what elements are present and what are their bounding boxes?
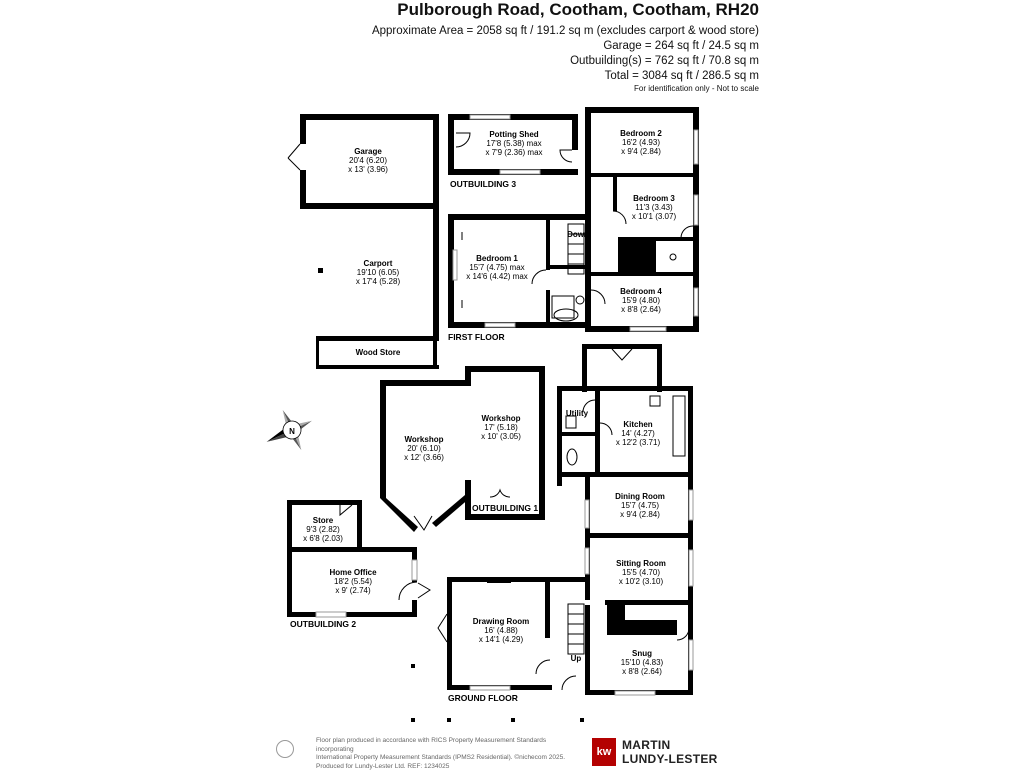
kitchen-dim-2: x 12'2 (3.71)	[616, 438, 661, 447]
kitchen-label: Kitchen	[623, 420, 652, 429]
bedroom2-dim-2: x 9'4 (2.84)	[621, 147, 661, 156]
area-total: Total = 3084 sq ft / 286.5 sq m	[605, 69, 759, 85]
workshop-a-label: Workshop	[405, 435, 444, 444]
garage-dim-2: x 13' (3.96)	[348, 165, 388, 174]
bedroom2-dim-1: 16'2 (4.93)	[622, 138, 660, 147]
store-dim-2: x 6'8 (2.03)	[303, 534, 343, 543]
dining-room-dim-2: x 9'4 (2.84)	[620, 510, 660, 519]
brand-line-1: MARTIN	[622, 738, 670, 752]
bedroom4-label: Bedroom 4	[620, 287, 662, 296]
garage-dim-1: 20'4 (6.20)	[349, 156, 387, 165]
snug-dim-1: 15'10 (4.83)	[621, 658, 664, 667]
bedroom1-label: Bedroom 1	[476, 254, 518, 263]
drawing-room-dim-1: 16' (4.88)	[484, 626, 518, 635]
bedroom2-label: Bedroom 2	[620, 129, 662, 138]
garage-label: Garage	[354, 147, 382, 156]
workshop-a-dim-2: x 12' (3.66)	[404, 453, 444, 462]
wood-store-label: Wood Store	[356, 348, 401, 357]
store-label: Store	[313, 516, 334, 525]
utility-label: Utility	[566, 409, 589, 418]
carport-dim-2: x 17'4 (5.28)	[356, 277, 401, 286]
outbuilding3-label: OUTBUILDING 3	[450, 179, 516, 189]
outbuilding1-label: OUTBUILDING 1	[472, 503, 538, 513]
dining-room-dim-1: 15'7 (4.75)	[621, 501, 659, 510]
home-office-dim-1: 18'2 (5.54)	[334, 577, 372, 586]
home-office-label: Home Office	[329, 568, 377, 577]
sitting-room-label: Sitting Room	[616, 559, 666, 568]
down-label: Down	[567, 230, 589, 239]
area-garage: Garage = 264 sq ft / 24.5 sq m	[603, 39, 759, 55]
workshop-b-label: Workshop	[482, 414, 521, 423]
bedroom3-label: Bedroom 3	[633, 194, 675, 203]
outbuilding2-block	[287, 500, 430, 617]
compass-north-label: N	[289, 427, 295, 436]
area-approximate: Approximate Area = 2058 sq ft / 191.2 sq m (excludes carport & wood store)	[372, 24, 759, 40]
footer-line-3: Produced for Lundy-Lester Ltd. REF: 1234025	[316, 763, 581, 771]
workshop-b-dim-2: x 10' (3.05)	[481, 432, 521, 441]
drawing-room-dim-2: x 14'1 (4.29)	[479, 635, 524, 644]
workshop-b-dim-1: 17' (5.18)	[484, 423, 518, 432]
snug-label: Snug	[632, 649, 652, 658]
home-office-dim-2: x 9' (2.74)	[335, 586, 371, 595]
outbuilding2-label: OUTBUILDING 2	[290, 619, 356, 629]
property-title: Pulborough Road, Cootham, Cootham, RH20	[397, 0, 759, 20]
bedroom3-dim-1: 11'3 (3.43)	[635, 203, 673, 212]
ground-floor-east-block	[557, 344, 693, 695]
drawing-room-label: Drawing Room	[473, 617, 529, 626]
kitchen-dim-1: 14' (4.27)	[621, 429, 655, 438]
agency-logo	[592, 738, 722, 766]
footer-line-2: International Property Measurement Standards (IPMS2 Residential). ©nichecom 2025.	[316, 754, 581, 763]
area-outbuildings: Outbuilding(s) = 762 sq ft / 70.8 sq m	[570, 54, 759, 70]
potting-shed-label: Potting Shed	[489, 130, 538, 139]
bedroom3-dim-2: x 10'1 (3.07)	[632, 212, 677, 221]
first-floor-label: FIRST FLOOR	[448, 332, 505, 342]
brand-line-2: LUNDY-LESTER	[622, 752, 718, 766]
bedroom4-dim-2: x 8'8 (2.64)	[621, 305, 661, 314]
up-label: Up	[571, 654, 582, 663]
footer-disclaimer	[316, 737, 581, 771]
potting-shed-dim-2: x 7'9 (2.36) max	[485, 148, 542, 157]
workshop-a-dim-1: 20' (6.10)	[407, 444, 441, 453]
snug-dim-2: x 8'8 (2.64)	[622, 667, 662, 676]
carport-dim-1: 19'10 (6.05)	[357, 268, 400, 277]
store-dim-1: 9'3 (2.82)	[306, 525, 340, 534]
carport-label: Carport	[364, 259, 393, 268]
potting-shed-dim-1: 17'8 (5.38) max	[486, 139, 541, 148]
ground-floor-label: GROUND FLOOR	[448, 693, 518, 703]
bedroom4-dim-1: 15'9 (4.80)	[622, 296, 660, 305]
dining-room-label: Dining Room	[615, 492, 665, 501]
sitting-room-dim-1: 15'5 (4.70)	[622, 568, 660, 577]
bedroom1-dim-1: 15'7 (4.75) max	[469, 263, 524, 272]
bedroom1-dim-2: x 14'6 (4.42) max	[466, 272, 528, 281]
scale-note: For identification only - Not to scale	[634, 84, 759, 93]
rics-stamp-icon	[276, 740, 294, 758]
footer-line-1: Floor plan produced in accordance with RICS Property Measurement Standards incorporating	[316, 737, 581, 754]
kw-badge-icon: kw	[592, 738, 616, 766]
sitting-room-dim-2: x 10'2 (3.10)	[619, 577, 664, 586]
